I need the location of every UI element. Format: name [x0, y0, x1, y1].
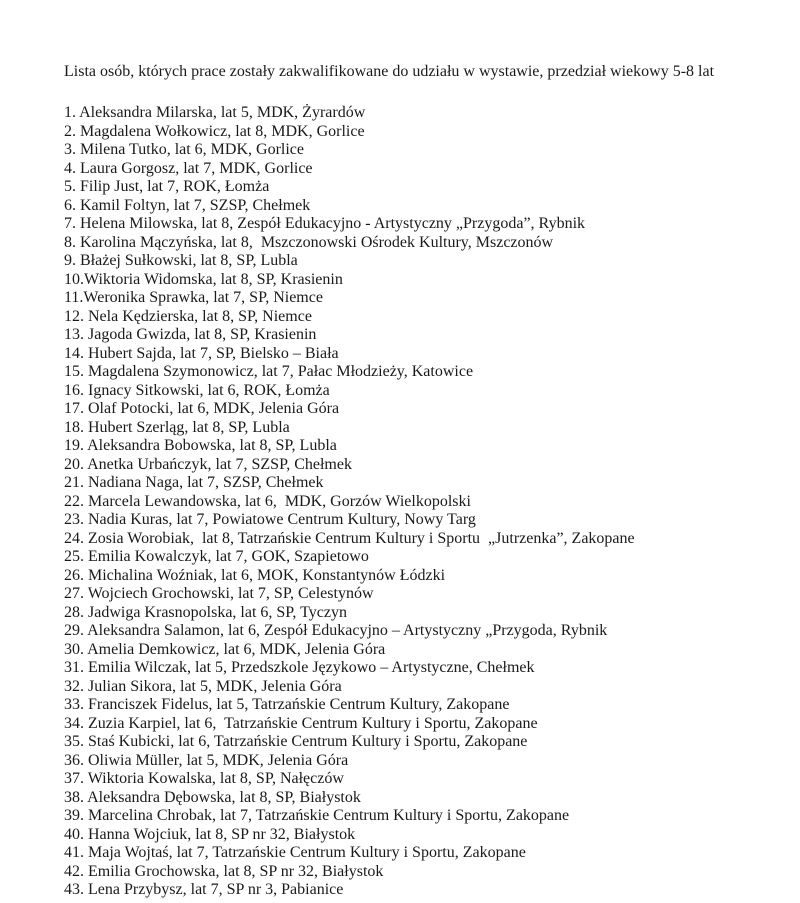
list-entry: 33. Franciszek Fidelus, lat 5, Tatrzańskie Centrum Kultury, Zakopane	[64, 696, 510, 713]
list-entry: 13. Jagoda Gwizda, lat 8, SP, Krasienin	[64, 326, 317, 343]
list-entry: 32. Julian Sikora, lat 5, MDK, Jelenia Góra	[64, 677, 342, 695]
list-entry: 15. Magdalena Szymonowicz, lat 7, Pałac Młodzieży, Katowice	[64, 363, 474, 380]
list-entry: 12. Nela Kędzierska, lat 8, SP, Niemce	[64, 307, 312, 325]
list-entry: 38. Aleksandra Dębowska, lat 8, SP, Białystok	[64, 788, 361, 806]
list-entry: 43. Lena Przybysz, lat 7, SP nr 3, Pabianice	[64, 881, 344, 898]
list-entry: 20. Anetka Urbańczyk, lat 7, SZSP, Chełmek	[64, 455, 352, 473]
list-entry: 37. Wiktoria Kowalska, lat 8, SP, Nałęczów	[64, 770, 344, 787]
list-entry: 1. Aleksandra Milarska, lat 5, MDK, Żyrardów	[64, 104, 366, 121]
list-entry: 42. Emilia Grochowska, lat 8, SP nr 32, Białystok	[64, 862, 384, 880]
list-entry: 24. Zosia Worobiak, lat 8, Tatrzańskie Centrum Kultury i Sportu „Jutrzenka”, Zakopane	[64, 529, 635, 547]
list-entry: 36. Oliwia Müller, lat 5, MDK, Jelenia Góra	[64, 751, 349, 769]
list-entry: 34. Zuzia Karpiel, lat 6, Tatrzańskie Centrum Kultury i Sportu, Zakopane	[64, 714, 538, 732]
list-entry: 2. Magdalena Wołkowicz, lat 8, MDK, Gorlice	[64, 122, 365, 140]
list-entry: 8. Karolina Mączyńska, lat 8, Mszczonowski Ośrodek Kultury, Mszczonów	[64, 233, 554, 251]
list-entry: 7. Helena Milowska, lat 8, Zespół Edukacyjno - Artystyczny „Przygoda”, Rybnik	[64, 215, 586, 232]
list-entry: 5. Filip Just, lat 7, ROK, Łomża	[64, 178, 270, 195]
list-entry: 30. Amelia Demkowicz, lat 6, MDK, Jelenia Góra	[64, 640, 386, 658]
list-entry: 14. Hubert Sajda, lat 7, SP, Bielsko – Biała	[64, 344, 339, 362]
list-entry: 26. Michalina Woźniak, lat 6, MOK, Konstantynów Łódzki	[64, 566, 446, 584]
participants-list	[64, 104, 780, 900]
list-entry: 16. Ignacy Sitkowski, lat 6, ROK, Łomża	[64, 381, 330, 399]
list-entry: 4. Laura Gorgosz, lat 7, MDK, Gorlice	[64, 159, 313, 177]
list-entry: 35. Staś Kubicki, lat 6, Tatrzańskie Centrum Kultury i Sportu, Zakopane	[64, 733, 528, 750]
document-title: Lista osób, których prace zostały zakwalifikowane do udziału w wystawie, przedział wiekowy 5-8 lat	[64, 63, 715, 80]
list-entry: 21. Nadiana Naga, lat 7, SZSP, Chełmek	[64, 474, 324, 491]
list-entry: 23. Nadia Kuras, lat 7, Powiatowe Centrum Kultury, Nowy Targ	[64, 511, 476, 528]
list-entry: 10.Wiktoria Widomska, lat 8, SP, Krasienin	[64, 270, 343, 288]
list-entry: 9. Błażej Sułkowski, lat 8, SP, Lubla	[64, 252, 298, 269]
list-entry: 25. Emilia Kowalczyk, lat 7, GOK, Szapietowo	[64, 548, 369, 565]
list-entry: 19. Aleksandra Bobowska, lat 8, SP, Lubla	[64, 437, 337, 454]
list-entry: 11.Weronika Sprawka, lat 7, SP, Niemce	[64, 289, 323, 306]
list-entry: 28. Jadwiga Krasnopolska, lat 6, SP, Tyczyn	[64, 603, 347, 621]
list-entry: 6. Kamil Foltyn, lat 7, SZSP, Chełmek	[64, 196, 311, 214]
list-entry: 40. Hanna Wojciuk, lat 8, SP nr 32, Białystok	[64, 825, 356, 843]
list-entry: 27. Wojciech Grochowski, lat 7, SP, Celestynów	[64, 585, 374, 602]
list-entry: 3. Milena Tutko, lat 6, MDK, Gorlice	[64, 141, 304, 158]
list-entry: 22. Marcela Lewandowska, lat 6, MDK, Gorzów Wielkopolski	[64, 492, 471, 510]
list-entry: 31. Emilia Wilczak, lat 5, Przedszkole Językowo – Artystyczne, Chełmek	[64, 659, 535, 676]
list-entry: 29. Aleksandra Salamon, lat 6, Zespół Edukacyjno – Artystyczny „Przygoda, Rybnik	[64, 622, 608, 639]
list-entry: 17. Olaf Potocki, lat 6, MDK, Jelenia Góra	[64, 400, 340, 417]
list-entry: 39. Marcelina Chrobak, lat 7, Tatrzańskie Centrum Kultury i Sportu, Zakopane	[64, 807, 570, 824]
list-entry: 18. Hubert Szerląg, lat 8, SP, Lubla	[64, 418, 290, 436]
list-entry: 41. Maja Wojtaś, lat 7, Tatrzańskie Centrum Kultury i Sportu, Zakopane	[64, 844, 526, 861]
